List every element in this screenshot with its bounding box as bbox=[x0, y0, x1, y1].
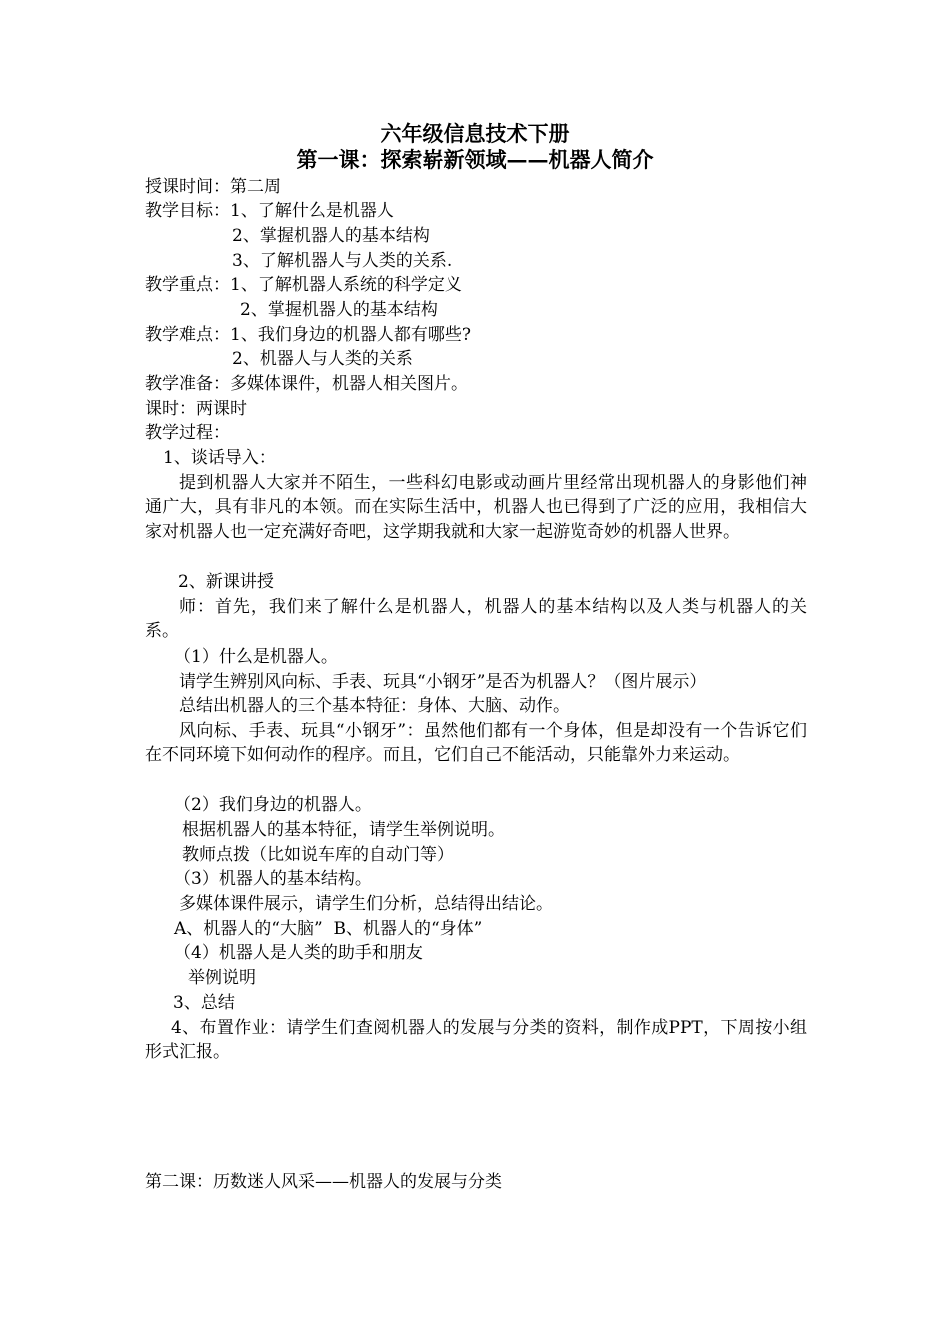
objective-2: 2、掌握机器人的基本结构 bbox=[232, 226, 430, 246]
examples-line: 根据机器人的基本特征，请学生举例说明。 bbox=[182, 820, 505, 840]
class-time: 授课时间：第二周 bbox=[145, 177, 281, 197]
homework-paragraph: 4、布置作业：请学生们查阅机器人的发展与分类的资料，制作成PPT，下周按小组形式汇报。 bbox=[145, 1018, 807, 1063]
lesson2-title: 第二课：历数迷人风采——机器人的发展与分类 bbox=[145, 1172, 502, 1192]
explanation-paragraph: 风向标、手表、玩具“小钢牙”：虽然他们都有一个身体，但是却没有一个告诉它们在不同环境下如何动作的程序。而且，它们自己不能活动，只能靠外力来运动。 bbox=[145, 721, 807, 766]
intro-paragraph: 提到机器人大家并不陌生，一些科幻电影或动画片里经常出现机器人的身影他们神通广大，具有非凡的本领。而在实际生活中，机器人也已得到了广泛的应用，我相信大家对机器人也一定充满好奇吧，这学期我就和大家一起游览奇妙的机器人世界。 bbox=[145, 473, 807, 542]
objective-3: 3、了解机器人与人类的关系. bbox=[232, 251, 453, 271]
lesson1-title: 第一课：探索崭新领域——机器人简介 bbox=[296, 147, 654, 172]
distinguish-line: 请学生辨别风向标、手表、玩具“小钢牙”是否为机器人？（图片展示） bbox=[179, 672, 707, 692]
subsection-2: （2）我们身边的机器人。 bbox=[174, 795, 372, 815]
teacher-hint-line: 教师点拨（比如说车库的自动门等） bbox=[182, 845, 454, 865]
structure-parts-line: A、机器人的“大脑” B、机器人的“身体” bbox=[174, 919, 483, 939]
process-heading: 教学过程： bbox=[145, 423, 230, 443]
section-3-heading: 3、总结 bbox=[173, 993, 235, 1013]
key-point-2: 2、掌握机器人的基本结构 bbox=[240, 300, 438, 320]
teacher-paragraph: 师：首先，我们来了解什么是机器人，机器人的基本结构以及人类与机器人的关系。 bbox=[145, 597, 807, 642]
class-hours: 课时：两课时 bbox=[145, 399, 247, 419]
objective-1: 教学目标：1、了解什么是机器人 bbox=[145, 201, 394, 221]
difficulty-2: 2、机器人与人类的关系 bbox=[232, 349, 413, 369]
preparation: 教学准备：多媒体课件，机器人相关图片。 bbox=[145, 374, 468, 394]
section-2-heading: 2、新课讲授 bbox=[178, 572, 274, 592]
subsection-3: （3）机器人的基本结构。 bbox=[174, 869, 372, 889]
subsection-1: （1）什么是机器人。 bbox=[174, 647, 338, 667]
section-1-heading: 1、谈话导入： bbox=[163, 448, 276, 468]
multimedia-line: 多媒体课件展示，请学生们分析，总结得出结论。 bbox=[179, 894, 553, 914]
difficulty-1: 教学难点：1、我们身边的机器人都有哪些? bbox=[145, 325, 471, 345]
examples-note: 举例说明 bbox=[188, 968, 256, 988]
subsection-4: （4）机器人是人类的助手和朋友 bbox=[174, 943, 423, 963]
document-title: 六年级信息技术下册 bbox=[380, 121, 570, 146]
features-line: 总结出机器人的三个基本特征：身体、大脑、动作。 bbox=[179, 696, 570, 716]
key-point-1: 教学重点：1、了解机器人系统的科学定义 bbox=[145, 275, 462, 295]
